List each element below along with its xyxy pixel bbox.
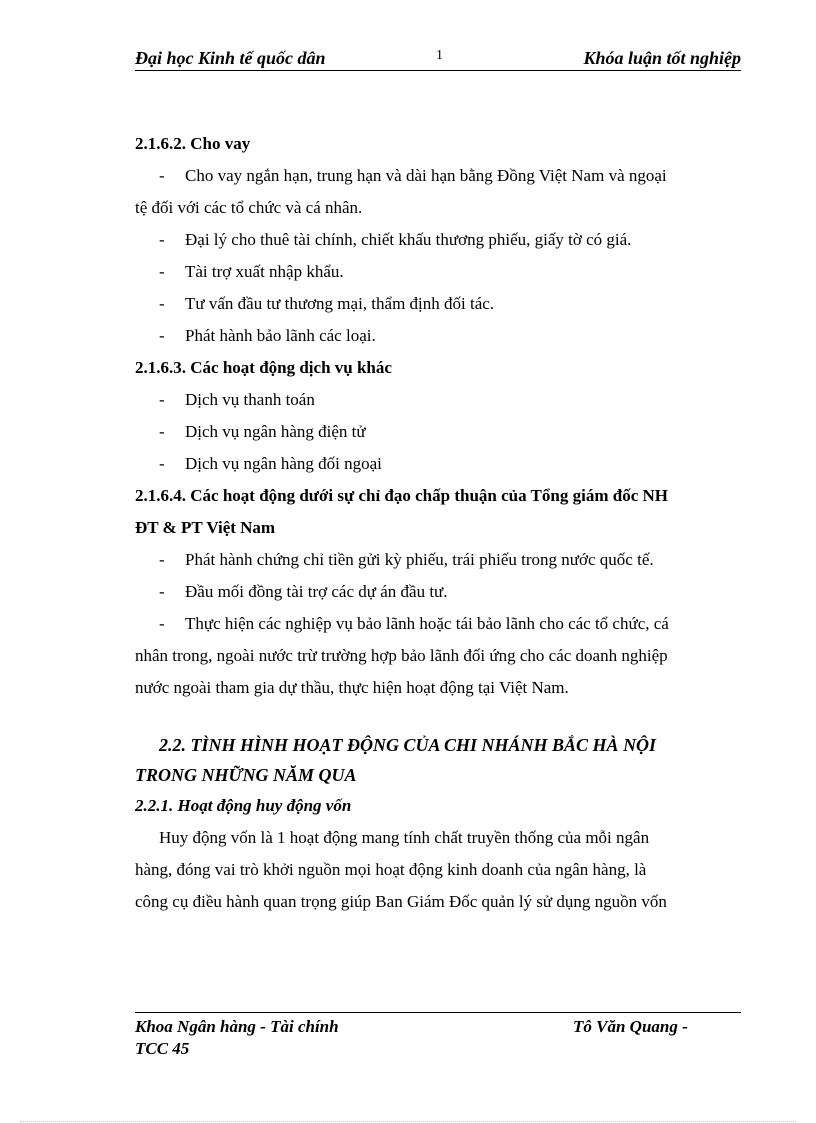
- bullet-dash: -: [159, 454, 165, 473]
- header-university: Đại học Kinh tế quốc dân: [135, 48, 326, 68]
- list-item: [135, 448, 741, 480]
- list-item-continuation: nhân trong, ngoài nước trừ trường hợp bảo lãnh đối ứng cho các doanh nghiệp: [135, 646, 668, 665]
- heading-2-2: 2.2. TÌNH HÌNH HOẠT ĐỘNG CỦA CHI NHÁNH BẮC HÀ NỘI: [159, 735, 657, 755]
- list-item: [135, 608, 741, 640]
- bullet-dash: -: [159, 262, 165, 281]
- list-item-text: Dịch vụ ngân hàng đối ngoại: [185, 454, 382, 473]
- heading-2-1-6-3: 2.1.6.3. Các hoạt động dịch vụ khác: [135, 358, 392, 377]
- bullet-dash: -: [159, 166, 165, 185]
- bullet-dash: -: [159, 422, 165, 441]
- list-item: [135, 416, 741, 448]
- list-item-text: Thực hiện các nghiệp vụ bảo lãnh hoặc tái bảo lãnh cho các tổ chức, cá: [185, 614, 669, 633]
- bullet-dash: -: [159, 582, 165, 601]
- list-item-continuation: tệ đối với các tổ chức và cá nhân.: [135, 198, 363, 217]
- bullet-dash: -: [159, 614, 165, 633]
- list-item-text: Cho vay ngắn hạn, trung hạn và dài hạn bằng Đồng Việt Nam và ngoại: [185, 166, 667, 185]
- list-item-text: Dịch vụ thanh toán: [185, 390, 315, 409]
- paragraph-line: công cụ điều hành quan trọng giúp Ban Giám Đốc quản lý sử dụng nguồn vốn: [135, 892, 667, 911]
- list-item-continuation: nước ngoài tham gia dự thầu, thực hiện hoạt động tại Việt Nam.: [135, 678, 569, 697]
- page-boundary-divider: [20, 1121, 796, 1122]
- bullet-dash: -: [159, 294, 165, 313]
- footer-faculty: Khoa Ngân hàng - Tài chính: [135, 1017, 339, 1036]
- list-item-text: Phát hành bảo lãnh các loại.: [185, 326, 376, 345]
- list-item-text: Đại lý cho thuê tài chính, chiết khấu thương phiếu, giấy tờ có giá.: [185, 230, 632, 249]
- heading-2-2-continuation: TRONG NHỮNG NĂM QUA: [135, 765, 357, 785]
- section-spacer: [135, 704, 741, 730]
- list-item: [135, 384, 741, 416]
- list-item-text: Dịch vụ ngân hàng điện tử: [185, 422, 366, 441]
- paragraph-line: hàng, đóng vai trò khởi nguồn mọi hoạt động kinh doanh của ngân hàng, là: [135, 860, 647, 879]
- list-item-text: Tư vấn đầu tư thương mại, thẩm định đối tác.: [185, 294, 495, 313]
- heading-2-1-6-2: 2.1.6.2. Cho vay: [135, 134, 251, 153]
- list-item: [135, 256, 741, 288]
- bullet-dash: -: [159, 550, 165, 569]
- heading-2-2-1: 2.2.1. Hoạt động huy động vốn: [135, 796, 352, 815]
- heading-2-1-6-4: 2.1.6.4. Các hoạt động dưới sự chỉ đạo chấp thuận của Tổng giám đốc NH: [135, 486, 668, 505]
- bullet-dash: -: [159, 390, 165, 409]
- list-item-text: Tài trợ xuất nhập khẩu.: [185, 262, 344, 281]
- page-number: 1: [436, 48, 443, 63]
- page-header: [135, 48, 741, 71]
- page-footer: [135, 1012, 741, 1058]
- list-item: [135, 320, 741, 352]
- bullet-dash: -: [159, 326, 165, 345]
- list-item-text: Phát hành chứng chỉ tiền gửi kỳ phiếu, trái phiếu trong nước quốc tế.: [185, 550, 654, 569]
- list-item: [135, 544, 741, 576]
- list-item: [135, 288, 741, 320]
- footer-class: TCC 45: [135, 1039, 190, 1058]
- bullet-dash: -: [159, 230, 165, 249]
- list-item: [135, 224, 741, 256]
- document-body: [135, 128, 741, 918]
- heading-2-1-6-4-continuation: ĐT & PT Việt Nam: [135, 518, 276, 537]
- list-item: [135, 576, 741, 608]
- list-item-text: Đầu mối đồng tài trợ các dự án đầu tư.: [185, 582, 448, 601]
- paragraph-line: Huy động vốn là 1 hoạt động mang tính chất truyền thống của mỗi ngân: [159, 828, 650, 847]
- footer-author: Tô Văn Quang -: [573, 1017, 688, 1036]
- header-thesis-type: Khóa luận tốt nghiệp: [583, 48, 741, 68]
- list-item: [135, 160, 741, 192]
